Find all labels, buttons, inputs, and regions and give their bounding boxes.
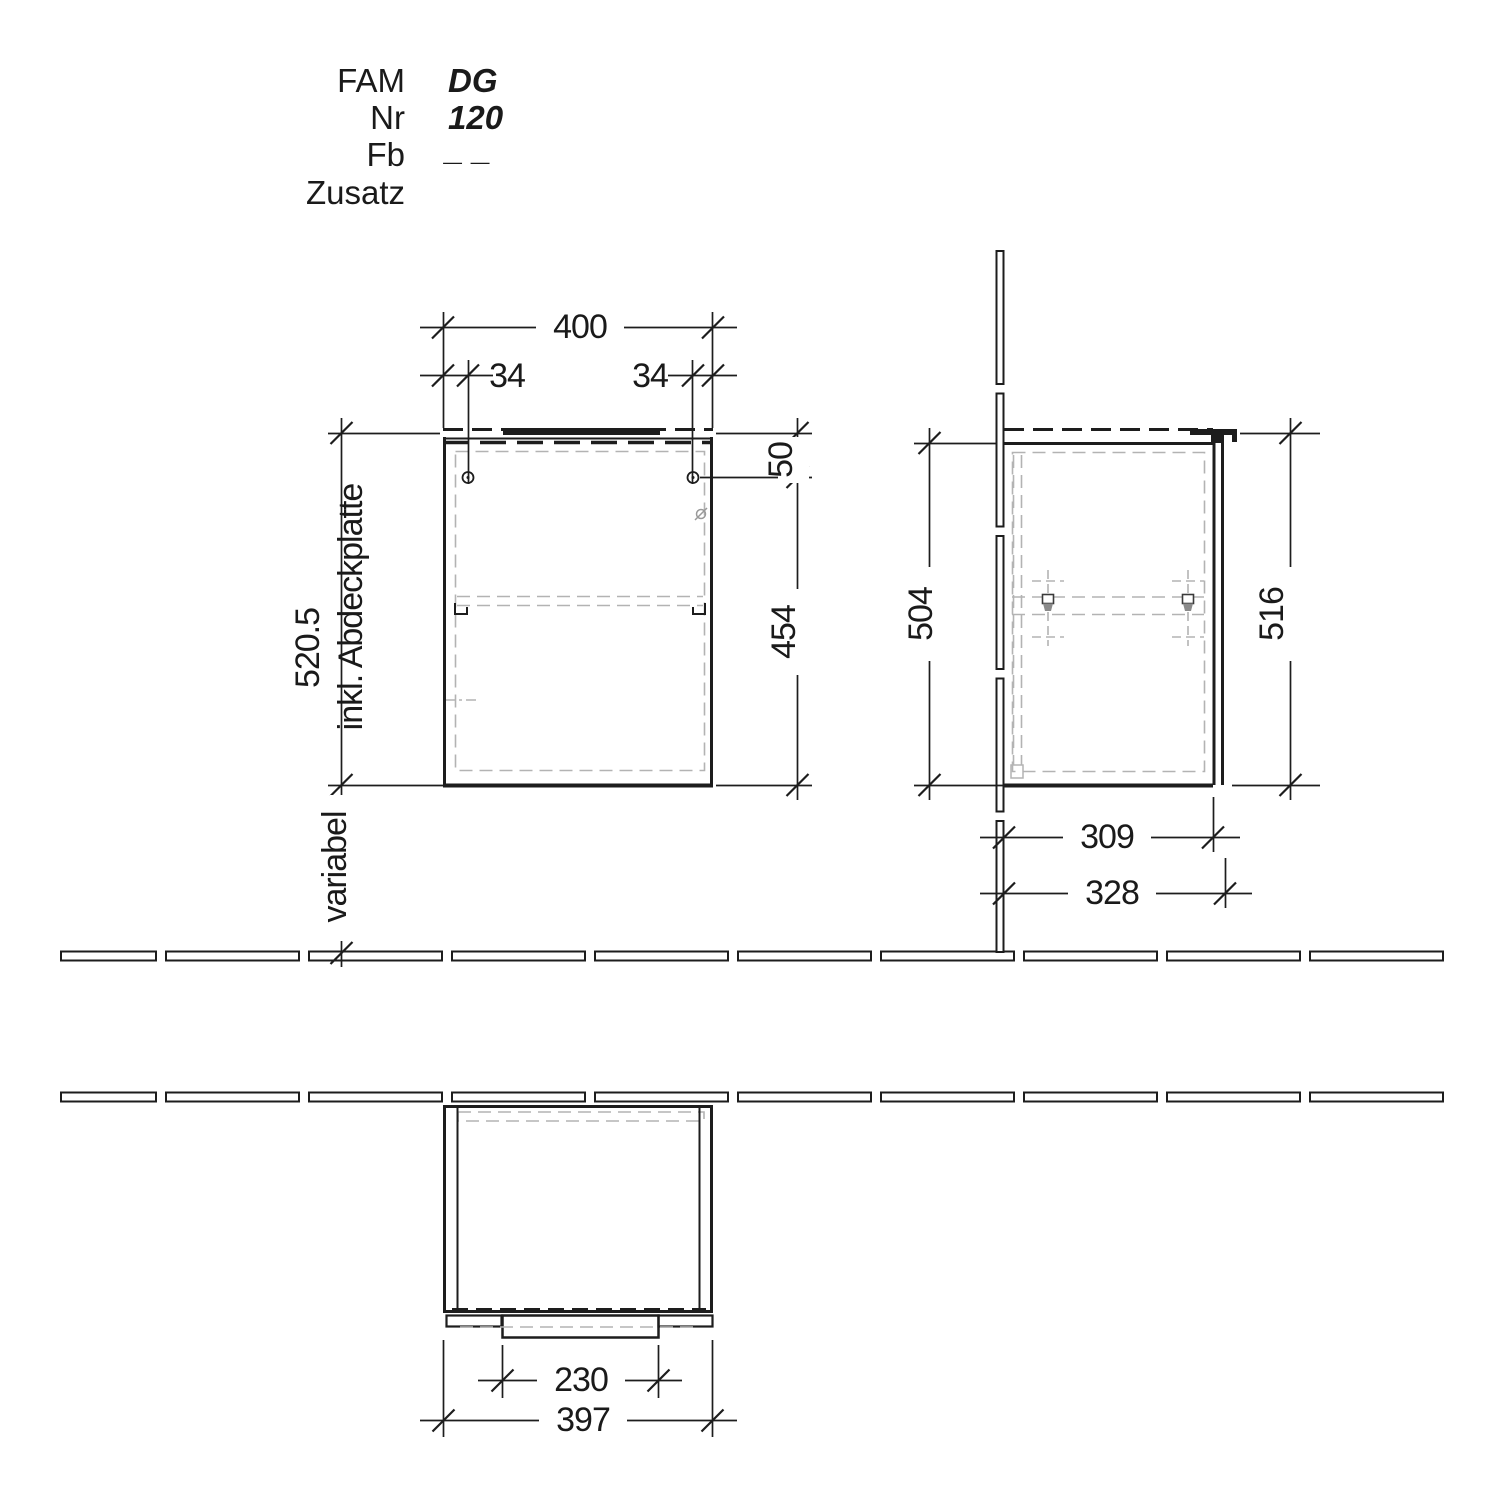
- screw-left-tip: [1043, 604, 1053, 612]
- front-door-outline-dashed: [456, 452, 705, 771]
- title-fam-label: FAM: [337, 62, 405, 99]
- plan-view-dimensions: [420, 1340, 737, 1439]
- title-zusatz-label: Zusatz: [305, 174, 405, 211]
- title-nr-value: 120: [448, 99, 504, 136]
- title-fam-value: DG: [448, 62, 498, 99]
- title-fb-label: Fb: [366, 136, 405, 173]
- screw-right-head: [1183, 595, 1194, 604]
- dim-front-height-note: inkl. Abdeckplatte: [332, 483, 370, 731]
- dim-front-panel-height: 516: [1253, 587, 1291, 641]
- dim-carcass-height: 504: [902, 587, 940, 641]
- plan-view: [445, 1107, 713, 1338]
- front-dim-lines: [328, 312, 812, 967]
- dim-front-height: 520.5: [289, 607, 327, 689]
- title-nr-label: Nr: [370, 99, 405, 136]
- plan-front-strip-right: [659, 1316, 713, 1327]
- title-fb-value: _ _: [445, 130, 491, 167]
- dim-top-to-hole: 50: [762, 442, 800, 478]
- dim-door-width: 230: [554, 1361, 608, 1399]
- front-view: [443, 430, 713, 786]
- dim-hinge-offset-left: 34: [489, 357, 525, 395]
- dim-total-depth: 328: [1085, 874, 1139, 912]
- dim-hole-to-bottom: 454: [765, 605, 803, 659]
- front-shelf-brackets: [455, 603, 705, 614]
- front-view-dimensions: [289, 308, 812, 967]
- front-shelf-dashed: [457, 597, 703, 606]
- side-rail-dashed: [1012, 597, 1204, 615]
- side-door-panel: [1214, 437, 1223, 785]
- front-dim-ticks: [331, 317, 809, 965]
- plan-outline: [445, 1107, 712, 1312]
- screw-fitting-left: [1032, 570, 1064, 646]
- plan-backrail-dashed: [458, 1112, 704, 1121]
- dim-bottom-clearance: variabel: [316, 811, 354, 923]
- dim-front-width: 400: [553, 308, 607, 346]
- hinge-mark-icon: [695, 508, 707, 520]
- title-block: [306, 62, 504, 211]
- side-view: [1004, 430, 1237, 786]
- side-interior-dashed: [1013, 453, 1205, 772]
- screw-fitting-right: [1172, 570, 1204, 646]
- dim-hinge-offset-right: 34: [632, 357, 668, 395]
- front-carcass-sides: [445, 437, 712, 785]
- dim-carcass-depth: 309: [1080, 818, 1134, 856]
- side-view-dimensions: [902, 418, 1320, 912]
- plan-front-strip-left: [447, 1316, 502, 1327]
- dim-plan-total-width: 397: [556, 1401, 610, 1439]
- screw-left-head: [1043, 595, 1054, 604]
- plan-side-walls: [458, 1107, 700, 1311]
- screw-right-tip: [1183, 604, 1193, 612]
- side-backpanel-dashed: [1014, 455, 1022, 765]
